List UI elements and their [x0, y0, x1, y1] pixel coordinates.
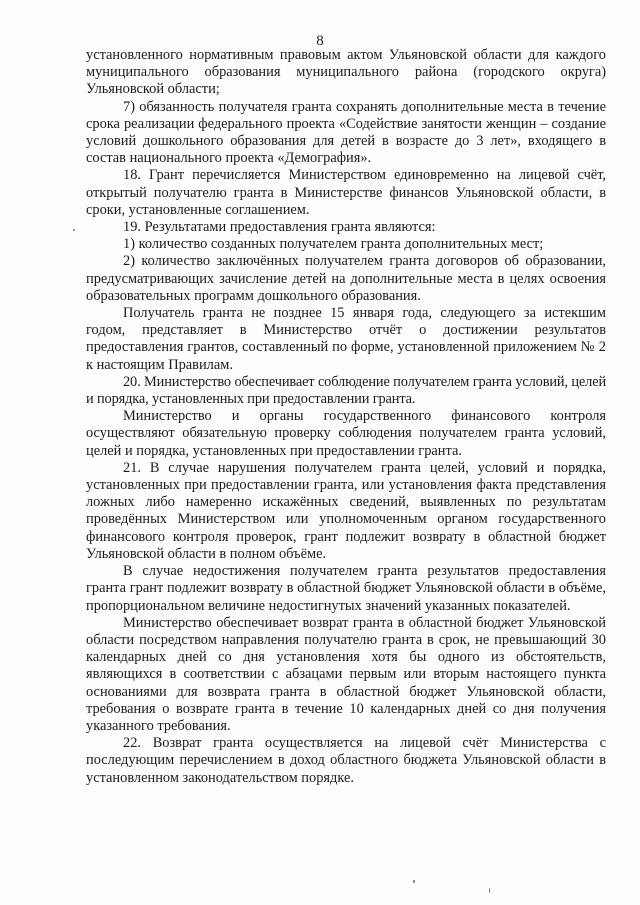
- paragraph-19: 19. Результатами предоставления гранта являются:: [123, 219, 436, 236]
- paragraph-return-requirement: Министерство обеспечивает возврат гранта в областной бюджет Ульяновской области посредством направления получателю гранта в срок, не превышающий 30 календарных дней со дня установления хотя бы одного из обстоятельств, являющихся в соответствии с абзацами первым или вторым настоящего пункта основаниями для возврата гранта в областной бюджет Ульяновской области, требования о возврате гранта в течение 10 календарных дней со дня получения указанного требования.: [86, 614, 606, 734]
- paragraph-20: 20. Министерство обеспечивает соблюдение получателем гранта условий, целей и порядка, установленных при предоставлении гранта.: [86, 373, 606, 408]
- scan-speck: [489, 888, 490, 893]
- paragraph-19-item-2: 2) количество заключённых получателем гранта договоров об образовании, предусматривающих зачисление детей на дополнительные места в целях освоения образовательных программ дошкольного образования.: [86, 253, 606, 304]
- scan-speck: [73, 229, 75, 231]
- paragraph-non-achievement: В случае недостижения получателем гранта результатов предоставления гранта грант подлежит возврату в областной бюджет Ульяновской области в объёме, пропорциональном величине недостигнутых значений указанных показателей.: [86, 563, 606, 614]
- scan-speck: [413, 880, 415, 883]
- paragraph-19-item-1: 1) количество созданных получателем гранта дополнительных мест;: [123, 236, 544, 253]
- paragraph-report: Получатель гранта не позднее 15 января года, следующего за истекшим годом, представляет в Министерство отчёт о достижении результатов предоставления грантов, составленный по форме, установленной приложением № 2 к настоящим Правилам.: [86, 305, 606, 373]
- paragraph-continuation: установленного нормативным правовым актом Ульяновской области для каждого муниципального образования муниципального района (городского округа) Ульяновской области;: [86, 47, 606, 98]
- paragraph-18: 18. Грант перечисляется Министерством единовременно на лицевой счёт, открытый получателю гранта в Министерстве финансов Ульяновской области, в сроки, установленные соглашением.: [86, 167, 606, 218]
- paragraph-22: 22. Возврат гранта осуществляется на лицевой счёт Министерства с последующим перечислением в доход областного бюджета Ульяновской области в установленном законодательством порядке.: [86, 735, 606, 786]
- page-number: 8: [316, 33, 324, 49]
- paragraph-control: Министерство и органы государственного финансового контроля осуществляют обязательную проверку соблюдения получателем гранта условий, целей и порядка, установленных при предоставлении гранта.: [86, 408, 606, 459]
- document-body: [86, 47, 606, 787]
- paragraph-21: 21. В случае нарушения получателем гранта целей, условий и порядка, установленных при предоставлении гранта, или установления факта представления ложных либо намеренно искажённых сведений, выявленных по результатам проведённых Министерством или уполномоченным органом государственного финансового контроля проверок, грант подлежит возврату в областной бюджет Ульяновской области в полном объёме.: [86, 459, 606, 562]
- paragraph-item-7: 7) обязанность получателя гранта сохранять дополнительные места в течение срока реализации федерального проекта «Содействие занятости женщин – создание условий дошкольного образования для детей в возрасте до 3 лет», входящего в состав национального проекта «Демография».: [86, 98, 606, 167]
